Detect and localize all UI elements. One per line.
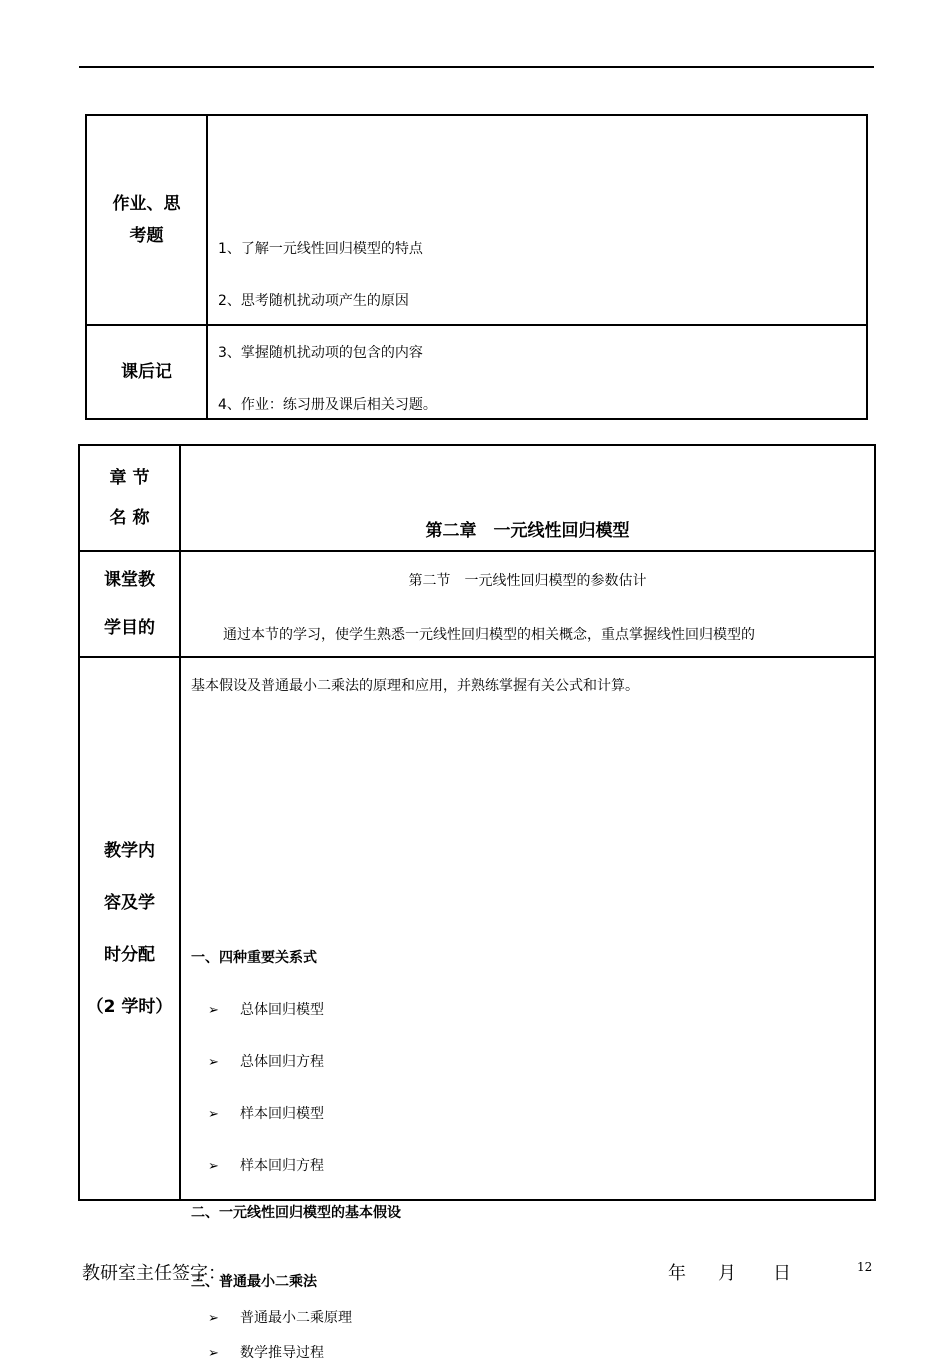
content-label-line: 教学内: [104, 840, 155, 861]
header-rule: [79, 66, 874, 68]
list-item-label: 普通最小二乘原理: [240, 1309, 352, 1326]
content-label-line: （2 学时）: [86, 996, 173, 1017]
homework-label-line1: 作业、思: [112, 194, 181, 214]
objective-line-2: 基本假设及普通最小二乘法的原理和应用，并熟练掌握有关公式和计算。: [191, 678, 639, 694]
date-month: 月: [718, 1263, 736, 1284]
list-item: [208, 1051, 324, 1071]
notes-label: 课后记: [86, 325, 207, 419]
content-label-line: 容及学: [104, 892, 155, 913]
arrow-bullet-icon: ➢: [208, 1106, 219, 1122]
objective-label-line2: 学目的: [104, 618, 155, 638]
objective-cell: [180, 551, 875, 694]
homework-item: 3、掌握随机扰动项的包含的内容: [218, 345, 423, 361]
homework-item: 4、作业：练习册及课后相关习题。: [218, 397, 437, 413]
section-title: 第二节 一元线性回归模型的参数估计: [408, 573, 647, 589]
objective-label-line1: 课堂教: [104, 570, 155, 590]
chapter-label-line1: 章 节: [109, 468, 150, 488]
homework-item: 1、了解一元线性回归模型的特点: [218, 241, 423, 257]
arrow-bullet-icon: ➢: [208, 1158, 219, 1174]
list-item-label: 样本回归方程: [240, 1157, 324, 1174]
list-item: [208, 1103, 324, 1123]
homework-item: 2、思考随机扰动项产生的原因: [218, 293, 409, 309]
homework-label: [86, 115, 207, 325]
chapter-label: [79, 445, 180, 551]
arrow-bullet-icon: ➢: [208, 1345, 219, 1361]
list-item: [208, 999, 324, 1019]
page-number: 12: [857, 1260, 873, 1274]
list-item-label: 总体回归模型: [240, 1001, 324, 1018]
list-item: [208, 1307, 352, 1327]
chapter-label-line2: 名 称: [109, 508, 150, 528]
list-item: [208, 1155, 324, 1175]
section-heading: 一、四种重要关系式: [191, 949, 317, 966]
homework-label-line2: 考题: [129, 226, 164, 246]
objective-line-1: 通过本节的学习，使学生熟悉一元线性回归模型的相关概念，重点掌握线性回归模型的: [223, 627, 755, 643]
list-item-label: 样本回归模型: [240, 1105, 324, 1122]
date-year: 年: [668, 1263, 686, 1284]
list-item-label: 数学推导过程: [240, 1344, 324, 1361]
chapter-cell: [180, 445, 875, 589]
homework-list: [207, 115, 867, 413]
chapter-title: 第二章 一元线性回归模型: [425, 521, 630, 541]
list-item-label: 总体回归方程: [240, 1053, 324, 1070]
arrow-bullet-icon: ➢: [208, 1310, 219, 1326]
arrow-bullet-icon: ➢: [208, 1002, 219, 1018]
date-day: 日: [773, 1263, 791, 1284]
objective-label: [79, 551, 180, 657]
signature-label: 教研室主任签字：: [82, 1263, 226, 1284]
content-label: [79, 657, 180, 1200]
content-label-line: 时分配: [104, 944, 155, 965]
section-heading: 三、普通最小二乘法: [191, 1273, 317, 1290]
arrow-bullet-icon: ➢: [208, 1054, 219, 1070]
homework-table: [85, 114, 868, 420]
section-heading: 二、一元线性回归模型的基本假设: [191, 1204, 401, 1221]
list-item: [208, 1342, 324, 1362]
